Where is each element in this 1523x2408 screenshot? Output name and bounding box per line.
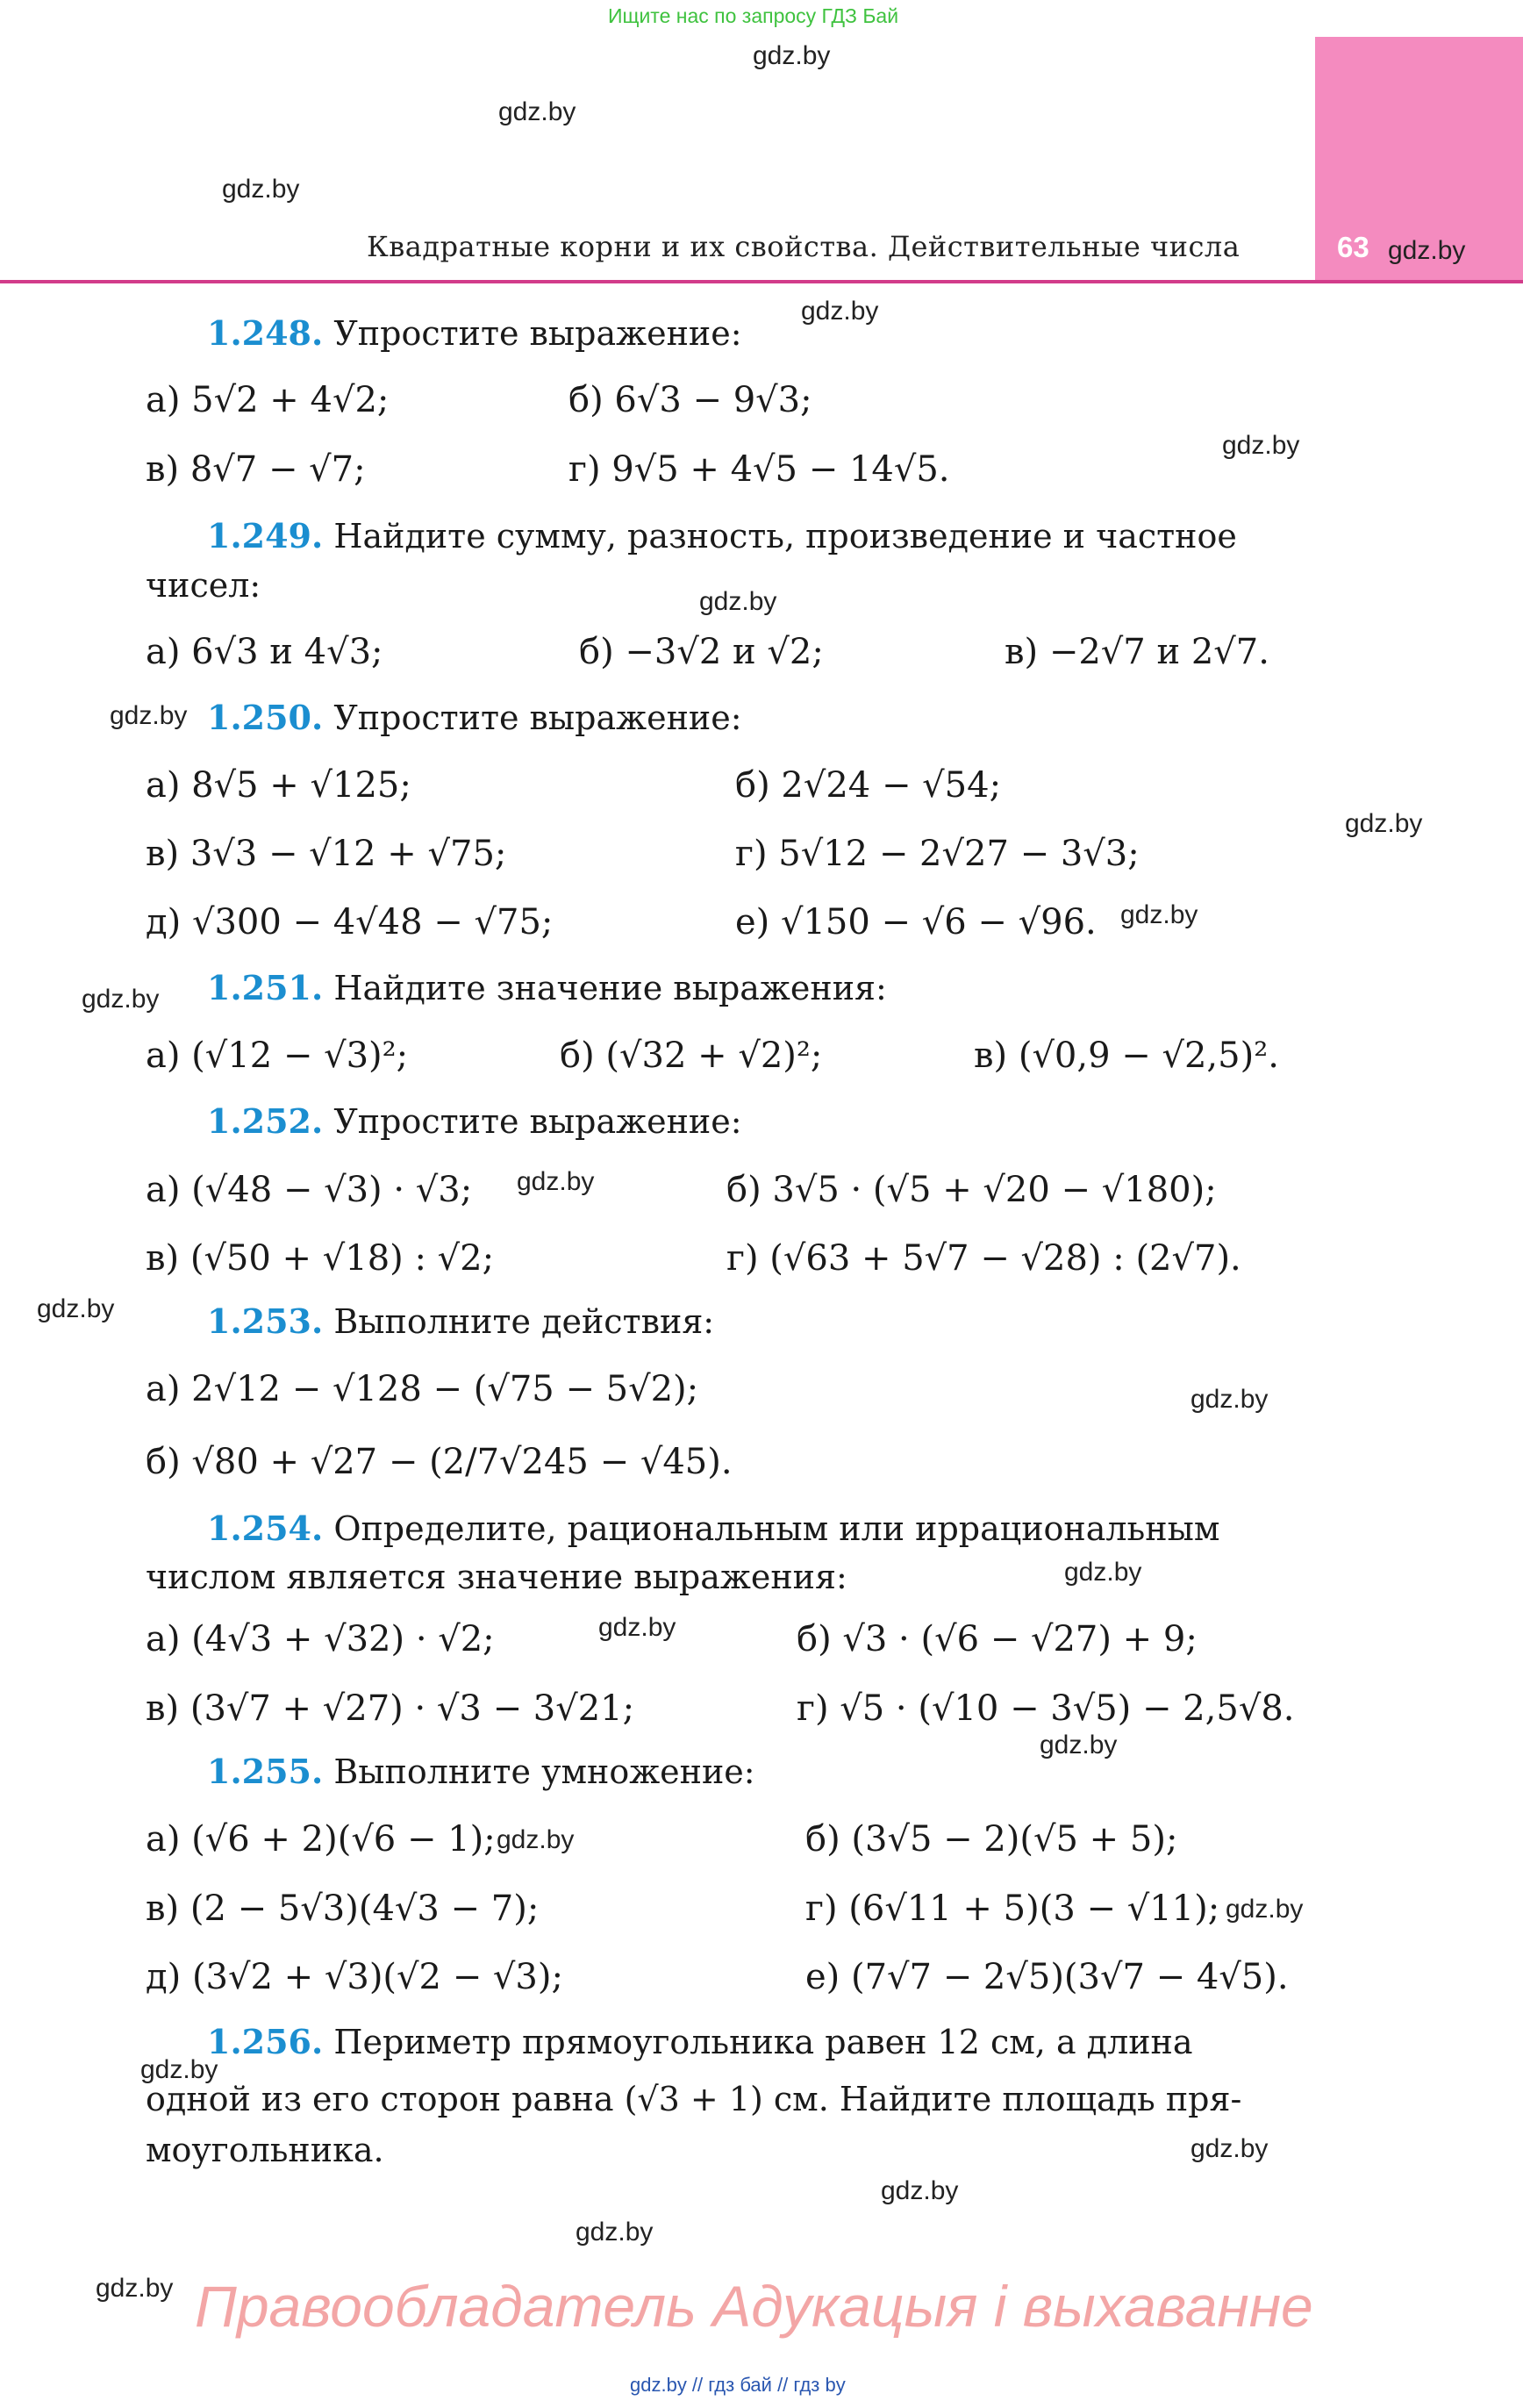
- header-rule: [0, 280, 1523, 283]
- watermark: gdz.by: [598, 1613, 676, 1642]
- exercise-item: в) 8√7 − √7;: [146, 449, 366, 490]
- watermark: gdz.by: [497, 1825, 575, 1854]
- exercise-item: г) (6√11 + 5)(3 − √11);: [805, 1888, 1220, 1929]
- exercise-item: б) 3√5 · (√5 + √20 − √180);: [726, 1170, 1217, 1210]
- watermark: gdz.by: [576, 2218, 654, 2247]
- problem-heading: [207, 516, 1237, 555]
- exercise-item: а) (4√3 + √32) · √2;: [146, 1619, 495, 1659]
- watermark: gdz.by: [517, 1167, 595, 1196]
- exercise-item: б) 2√24 − √54;: [735, 765, 1002, 806]
- problem-heading: [207, 1752, 755, 1791]
- problem-number: 1.251.: [207, 968, 324, 1007]
- top-search-link[interactable]: Ищите нас по запросу ГДЗ Бай: [608, 4, 899, 27]
- exercise-item: б) (3√5 − 2)(√5 + 5);: [805, 1819, 1178, 1860]
- exercise-item: в) (√50 + √18) : √2;: [146, 1238, 495, 1279]
- watermark: gdz.by: [1345, 809, 1423, 838]
- exercise-item: а) 6√3 и 4√3;: [146, 632, 383, 672]
- exercise-item: д) (3√2 + √3)(√2 − √3);: [146, 1957, 563, 1997]
- watermark: gdz.by: [1191, 2134, 1269, 2163]
- problem-text-cont: моугольника.: [146, 2131, 384, 2169]
- exercise-item: г) (√63 + 5√7 − √28) : (2√7).: [726, 1238, 1241, 1279]
- watermark: gdz.by: [1388, 236, 1466, 265]
- exercise-item: в) (√0,9 − √2,5)².: [974, 1036, 1279, 1076]
- problem-number: 1.250.: [207, 698, 324, 737]
- problem-heading: [207, 1301, 714, 1341]
- exercise-item: а) 2√12 − √128 − (√75 − 5√2);: [146, 1369, 699, 1409]
- exercise-item: г) 5√12 − 2√27 − 3√3;: [735, 834, 1140, 874]
- watermark: gdz.by: [1226, 1895, 1304, 1924]
- exercise-item: а) 8√5 + √125;: [146, 765, 411, 806]
- watermark: gdz.by: [1040, 1731, 1118, 1759]
- watermark: gdz.by: [96, 2274, 174, 2303]
- problem-number: 1.255.: [207, 1752, 324, 1791]
- page-number: 63: [1337, 231, 1369, 263]
- problem-heading: [207, 698, 742, 737]
- problem-heading: [207, 1509, 1219, 1548]
- exercise-item: б) √80 + √27 − (2/7√245 − √45).: [146, 1442, 733, 1482]
- watermark: gdz.by: [1222, 431, 1300, 460]
- problem-number: 1.256.: [207, 2022, 324, 2061]
- problem-text: Упростите выражение:: [333, 699, 742, 737]
- watermark: gdz.by: [37, 1294, 115, 1323]
- watermark: gdz.by: [753, 41, 831, 70]
- watermark: gdz.by: [110, 701, 188, 730]
- problem-text: Выполните действия:: [333, 1302, 715, 1341]
- problem-heading: [207, 968, 887, 1007]
- problem-text-cont: чисел:: [146, 566, 261, 605]
- watermark: gdz.by: [498, 97, 576, 126]
- problem-number: 1.249.: [207, 516, 324, 555]
- exercise-item: а) 5√2 + 4√2;: [146, 380, 390, 420]
- exercise-item: г) √5 · (√10 − 3√5) − 2,5√8.: [797, 1688, 1295, 1729]
- watermark: gdz.by: [82, 985, 160, 1014]
- problem-text: Периметр прямоугольника равен 12 см, а длина: [333, 2023, 1193, 2061]
- watermark: gdz.by: [1191, 1385, 1269, 1414]
- watermark: gdz.by: [881, 2176, 959, 2205]
- watermark: gdz.by: [801, 297, 879, 326]
- exercise-item: в) (2 − 5√3)(4√3 − 7);: [146, 1888, 540, 1929]
- exercise-item: г) 9√5 + 4√5 − 14√5.: [568, 449, 950, 490]
- problem-text: Определите, рациональным или иррациональным: [333, 1509, 1220, 1548]
- exercise-item: в) −2√7 и 2√7.: [1005, 632, 1269, 672]
- exercise-item: д) √300 − 4√48 − √75;: [146, 902, 554, 942]
- problem-text-cont: числом является значение выражения:: [146, 1558, 847, 1596]
- exercise-item: в) (3√7 + √27) · √3 − 3√21;: [146, 1688, 635, 1729]
- watermark: gdz.by: [1120, 900, 1198, 929]
- problem-text: Найдите сумму, разность, произведение и частное: [333, 517, 1237, 555]
- watermark: gdz.by: [699, 587, 777, 616]
- exercise-item: а) (√6 + 2)(√6 − 1);: [146, 1819, 496, 1860]
- problem-number: 1.248.: [207, 313, 324, 353]
- problem-number: 1.253.: [207, 1301, 324, 1341]
- exercise-item: б) 6√3 − 9√3;: [568, 380, 812, 420]
- copyright-watermark: Правообладатель Адукацыя і выхаванне: [195, 2274, 1313, 2339]
- problem-heading: [207, 313, 742, 353]
- problem-text: Найдите значение выражения:: [333, 969, 887, 1007]
- problem-heading: [207, 2022, 1193, 2061]
- exercise-item: в) 3√3 − √12 + √75;: [146, 834, 507, 874]
- exercise-item: е) (7√7 − 2√5)(3√7 − 4√5).: [805, 1957, 1289, 1997]
- running-head: Квадратные корни и их свойства. Действительные числа: [367, 230, 1241, 263]
- problem-text: Упростите выражение:: [333, 314, 742, 353]
- watermark: gdz.by: [222, 175, 300, 204]
- problem-text-cont: одной из его сторон равна (√3 + 1) см. Найдите площадь пря-: [146, 2080, 1242, 2118]
- problem-text: Выполните умножение:: [333, 1752, 755, 1791]
- problem-number: 1.252.: [207, 1101, 324, 1141]
- problem-number: 1.254.: [207, 1509, 324, 1548]
- exercise-item: а) (√48 − √3) · √3;: [146, 1170, 473, 1210]
- footer-links[interactable]: gdz.by // гдз бай // гдз by: [630, 2374, 846, 2396]
- exercise-item: б) √3 · (√6 − √27) + 9;: [797, 1619, 1198, 1659]
- problem-text: Упростите выражение:: [333, 1102, 742, 1141]
- exercise-item: б) −3√2 и √2;: [579, 632, 824, 672]
- exercise-item: а) (√12 − √3)²;: [146, 1036, 409, 1076]
- exercise-item: б) (√32 + √2)²;: [560, 1036, 823, 1076]
- watermark: gdz.by: [1064, 1558, 1142, 1587]
- exercise-item: е) √150 − √6 − √96.: [735, 902, 1097, 942]
- watermark: gdz.by: [140, 2055, 218, 2084]
- problem-heading: [207, 1101, 742, 1141]
